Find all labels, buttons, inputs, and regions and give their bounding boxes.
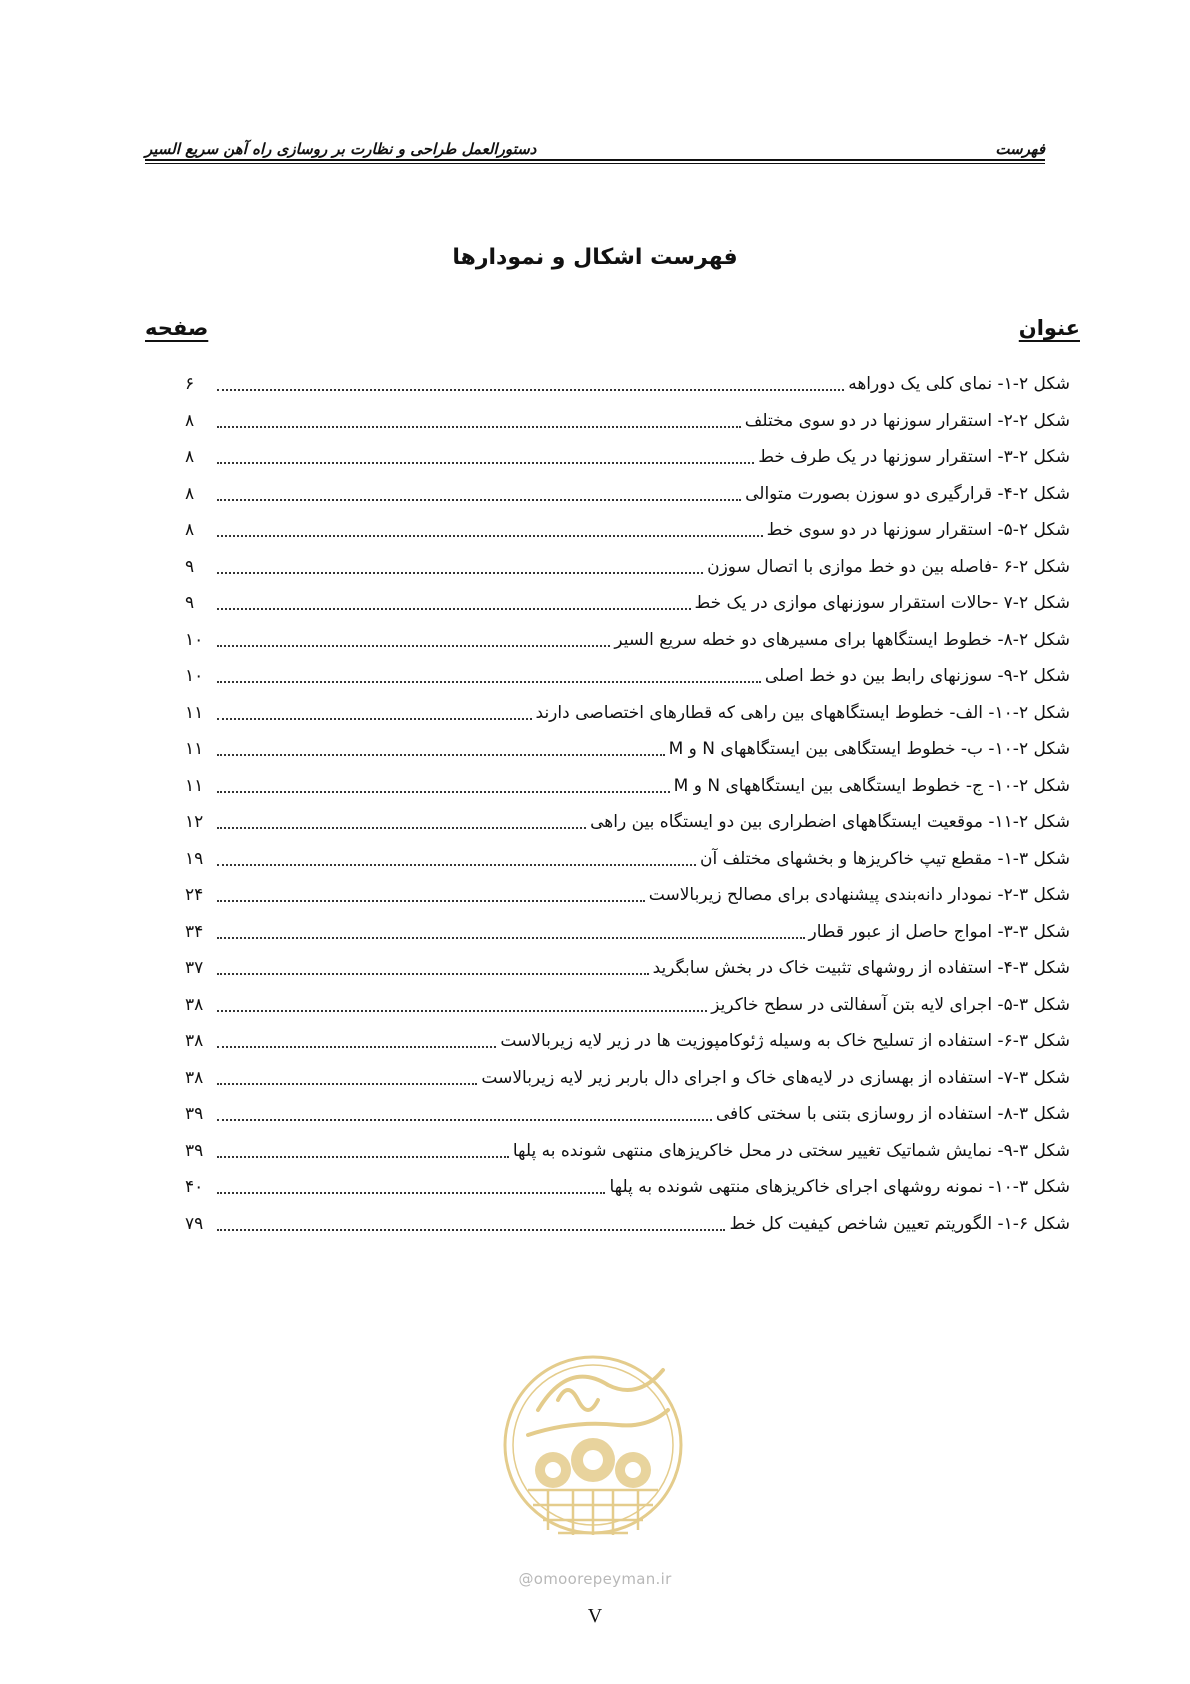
toc-entry-page: ۱۲: [185, 812, 204, 833]
toc-entry[interactable]: [185, 1206, 1070, 1243]
toc-entry-page: ۱۱: [185, 702, 204, 723]
toc-entry[interactable]: [185, 731, 1070, 768]
toc-entry-title: شکل ۲-۵- استقرار سوزنها در دو سوی خط: [766, 520, 1070, 541]
dot-leader: [217, 499, 741, 501]
toc-column-page: صفحه: [145, 316, 209, 340]
watermark-site: @omoorepeyman.ir: [518, 1570, 672, 1588]
dot-leader: [217, 1010, 707, 1012]
toc-list: [185, 366, 1070, 1242]
toc-entry-title: شکل ۳-۶- استفاده از تسلیح خاک به وسیله ژئوکامپوزیت ها در زیر لایه زیربالاست: [500, 1031, 1070, 1052]
header-rule-thin: [145, 163, 1045, 164]
toc-entry[interactable]: [185, 987, 1070, 1024]
toc-entry-title: شکل ۲-۴- قرارگیری دو سوزن بصورت متوالی: [745, 483, 1070, 504]
toc-entry-title: شکل ۲-۹- سوزنهای رابط بین دو خط اصلی: [764, 666, 1070, 687]
dot-leader: [217, 462, 754, 464]
toc-entry[interactable]: [185, 695, 1070, 732]
toc-entry[interactable]: [185, 622, 1070, 659]
toc-entry-page: ۸: [185, 447, 195, 468]
toc-entry-title: شکل ۳-۸- استفاده از روسازی بتنی با سختی کافی: [715, 1104, 1070, 1125]
toc-entry[interactable]: [185, 950, 1070, 987]
toc-entry[interactable]: [185, 768, 1070, 805]
dot-leader: [217, 426, 741, 428]
dot-leader: [217, 1046, 496, 1048]
toc-entry[interactable]: [185, 1023, 1070, 1060]
header-document-title: دستورالعمل طراحی و نظارت بر روسازی راه آهن سریع السیر: [145, 140, 537, 158]
dot-leader: [217, 572, 703, 574]
toc-entry-page: ۱۹: [185, 848, 204, 869]
dot-leader: [217, 827, 586, 829]
toc-entry-page: ۹: [185, 593, 195, 614]
running-header: [145, 128, 1045, 158]
toc-entry-page: ۲۴: [185, 885, 204, 906]
toc-entry[interactable]: [185, 914, 1070, 951]
toc-entry-title: شکل ۳-۵- اجرای لایه بتن آسفالتی در سطح خاکریز: [711, 994, 1070, 1015]
toc-entry[interactable]: [185, 1169, 1070, 1206]
dot-leader: [217, 900, 645, 902]
toc-entry-title: شکل ۳-۷- استفاده از بهسازی در لایه‌های خاک و اجرای دال باربر زیر لایه زیربالاست: [481, 1067, 1070, 1088]
at-icon: @: [518, 1570, 534, 1588]
dot-leader: [217, 973, 649, 975]
toc-entry[interactable]: [185, 1096, 1070, 1133]
dot-leader: [217, 1192, 605, 1194]
toc-entry-title: شکل ۲-۱۰- الف- خطوط ایستگاههای بین راهی که قطارهای اختصاصی دارند: [535, 702, 1070, 723]
toc-entry-page: ۳۸: [185, 1067, 204, 1088]
toc-entry[interactable]: [185, 439, 1070, 476]
toc-entry-title: شکل ۳-۹- نمایش شماتیک تغییر سختی در محل خاکریزهای منتهی شونده به پلها: [512, 1140, 1070, 1161]
toc-entry-page: ۳۹: [185, 1104, 204, 1125]
toc-entry-page: ۳۷: [185, 958, 204, 979]
toc-entry-title: شکل ۳-۳- امواج حاصل از عبور قطار: [808, 921, 1070, 942]
toc-entry[interactable]: [185, 804, 1070, 841]
page-number: V: [587, 1605, 603, 1627]
toc-entry[interactable]: [185, 841, 1070, 878]
toc-entry[interactable]: [185, 658, 1070, 695]
toc-entry-title: شکل ۲-۱۰- ب- خطوط ایستگاهی بین ایستگاههای N و M: [668, 739, 1070, 760]
toc-entry-title: شکل ۲-۸- خطوط ایستگاهها برای مسیرهای دو خطه سریع السیر: [614, 629, 1070, 650]
toc-entry-page: ۱۱: [185, 775, 204, 796]
toc-entry-title: شکل ۲-۳- استقرار سوزنها در یک طرف خط: [758, 447, 1070, 468]
toc-entry-page: ۳۹: [185, 1140, 204, 1161]
toc-entry[interactable]: [185, 549, 1070, 586]
toc-entry-page: ۱۱: [185, 739, 204, 760]
dot-leader: [217, 1119, 712, 1121]
toc-entry-title: شکل ۳-۱۰- نمونه روشهای اجرای خاکریزهای منتهی شونده به پلها: [609, 1177, 1070, 1198]
toc-entry[interactable]: [185, 512, 1070, 549]
toc-entry-title: شکل ۲-۱- نمای کلی یک دوراهه: [848, 374, 1070, 395]
dot-leader: [217, 791, 670, 793]
toc-entry-page: ۹: [185, 556, 195, 577]
dot-leader: [217, 681, 761, 683]
toc-entry-title: شکل ۳-۱- مقطع تیپ خاکریزها و بخشهای مختلف آن: [699, 848, 1070, 869]
toc-entry-page: ۴۰: [185, 1177, 204, 1198]
toc-entry-title: شکل ۲-۶ -فاصله بین دو خط موازی با اتصال سوزن: [707, 556, 1070, 577]
toc-entry-title: شکل ۲-۷ -حالات استقرار سوزنهای موازی در یک خط: [694, 593, 1070, 614]
dot-leader: [217, 754, 665, 756]
header-section: فهرست: [995, 140, 1045, 158]
dot-leader: [217, 608, 691, 610]
header-rule-thick: [145, 159, 1045, 161]
toc-entry-page: ۸: [185, 410, 195, 431]
toc-entry-title: شکل ۶-۱- الگوریتم تعیین شاخص کیفیت کل خط: [729, 1213, 1070, 1234]
toc-entry[interactable]: [185, 403, 1070, 440]
toc-entry[interactable]: [185, 585, 1070, 622]
toc-entry-page: ۶: [185, 374, 195, 395]
dot-leader: [217, 937, 805, 939]
toc-entry-page: ۸: [185, 483, 195, 504]
toc-entry-page: ۸: [185, 520, 195, 541]
dot-leader: [217, 1083, 477, 1085]
dot-leader: [217, 535, 763, 537]
toc-column-title: عنوان: [1018, 316, 1080, 340]
toc-entry-title: شکل ۳-۲- نمودار دانه‌بندی پیشنهادی برای مصالح زیربالاست: [648, 885, 1070, 906]
toc-entry[interactable]: [185, 476, 1070, 513]
toc-entry[interactable]: [185, 366, 1070, 403]
dot-leader: [217, 1156, 509, 1158]
toc-entry-page: ۷۹: [185, 1213, 204, 1234]
toc-entry-page: ۱۰: [185, 666, 204, 687]
toc-entry-title: شکل ۲-۱۰- ج- خطوط ایستگاهی بین ایستگاههای N و M: [673, 775, 1070, 796]
toc-title: فهرست اشکال و نمودارها: [452, 245, 738, 270]
dot-leader: [217, 645, 610, 647]
toc-entry[interactable]: [185, 877, 1070, 914]
toc-entry-page: ۳۴: [185, 921, 204, 942]
toc-entry-title: شکل ۲-۲- استقرار سوزنها در دو سوی مختلف: [744, 410, 1070, 431]
dot-leader: [217, 389, 844, 391]
toc-entry[interactable]: [185, 1133, 1070, 1170]
dot-leader: [217, 864, 696, 866]
toc-entry-page: ۳۸: [185, 994, 204, 1015]
publisher-seal-watermark: [498, 1340, 688, 1560]
toc-entry-title: شکل ۳-۴- استفاده از روشهای تثبیت خاک در بخش سابگرید: [652, 958, 1070, 979]
toc-entry[interactable]: [185, 1060, 1070, 1097]
toc-entry-page: ۱۰: [185, 629, 204, 650]
dot-leader: [217, 718, 532, 720]
dot-leader: [217, 1229, 725, 1231]
toc-entry-title: شکل ۲-۱۱- موقعیت ایستگاههای اضطراری بین دو ایستگاه بین راهی: [590, 812, 1070, 833]
toc-entry-page: ۳۸: [185, 1031, 204, 1052]
